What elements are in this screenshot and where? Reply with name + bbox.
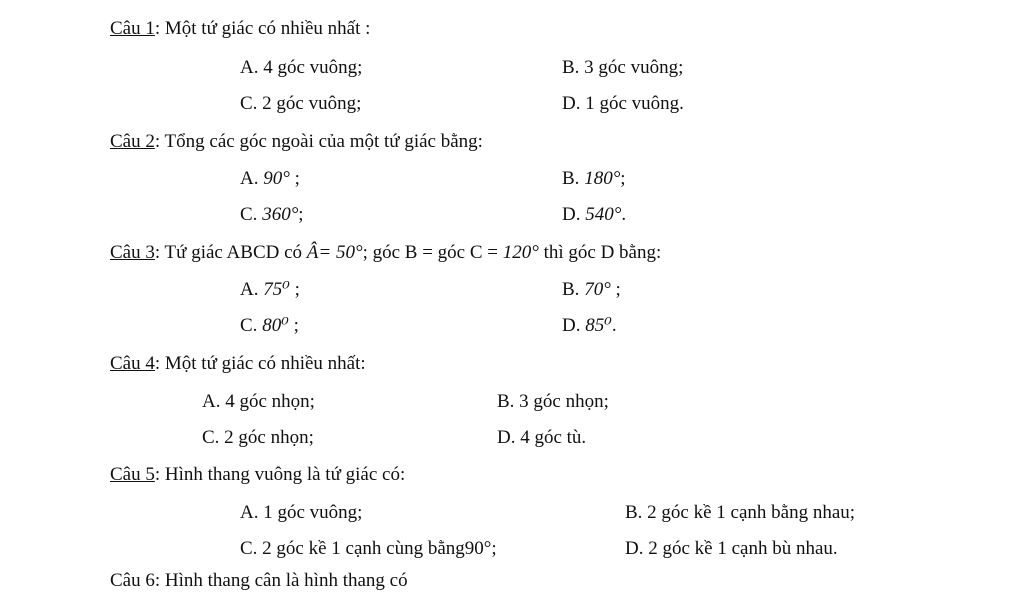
q1-option-b: B. 3 góc vuông; — [562, 57, 684, 78]
question-5-label: Câu 5 — [110, 464, 155, 485]
q2-option-c: C. 360°; — [240, 204, 304, 225]
q1-option-a: A. 4 góc vuông; — [240, 57, 363, 78]
question-4 — [110, 352, 366, 376]
question-3: Câu 3: Tứ giác ABCD có Â= 50°; góc B = góc C = 120° thì góc D bằng: — [110, 242, 662, 263]
question-4-text: : Một tứ giác có nhiều nhất: — [154, 353, 366, 374]
question-5 — [110, 463, 405, 487]
q3-option-d: D. 85⁰. — [562, 315, 617, 336]
q2-option-d: D. 540°. — [562, 204, 627, 225]
question-1-text: : Một tứ giác có nhiều nhất : — [154, 18, 371, 39]
question-1-label: Câu 1 — [110, 18, 155, 39]
q5-option-b: B. 2 góc kề 1 cạnh bằng nhau; — [625, 502, 856, 523]
question-4-label: Câu 4 — [110, 353, 155, 374]
question-2-text: : Tổng các góc ngoài của một tứ giác bằng: — [154, 131, 483, 152]
q1-option-d: D. 1 góc vuông. — [562, 93, 684, 114]
q4-option-a: A. 4 góc nhọn; — [202, 391, 315, 412]
question-3-label: Câu 3 — [110, 242, 155, 263]
q1-option-c: C. 2 góc vuông; — [240, 93, 362, 114]
question-5-text: : Hình thang vuông là tứ giác có: — [154, 464, 406, 485]
q4-option-d: D. 4 góc tù. — [497, 427, 587, 448]
q5-option-d: D. 2 góc kề 1 cạnh bù nhau. — [625, 538, 838, 559]
q3-option-b: B. 70° ; — [562, 279, 621, 300]
q3-option-a: A. 75⁰ ; — [240, 279, 300, 300]
question-2 — [110, 130, 483, 154]
cutoff-next-question: Câu 6: Hình thang cân là hình thang có — [110, 570, 408, 591]
q4-option-c: C. 2 góc nhọn; — [202, 427, 314, 448]
q2-option-a: A. 90° ; — [240, 168, 300, 189]
q5-option-a: A. 1 góc vuông; — [240, 502, 363, 523]
angle-bc-value: 120° — [502, 242, 539, 263]
angle-a-expression: Â= 50° — [306, 242, 363, 263]
q5-option-c: C. 2 góc kề 1 cạnh cùng bằng90°; — [240, 538, 497, 559]
q4-option-b: B. 3 góc nhọn; — [497, 391, 609, 412]
question-1 — [110, 17, 370, 41]
q2-option-b: B. 180°; — [562, 168, 626, 189]
q3-option-c: C. 80⁰ ; — [240, 315, 299, 336]
question-2-label: Câu 2 — [110, 131, 155, 152]
